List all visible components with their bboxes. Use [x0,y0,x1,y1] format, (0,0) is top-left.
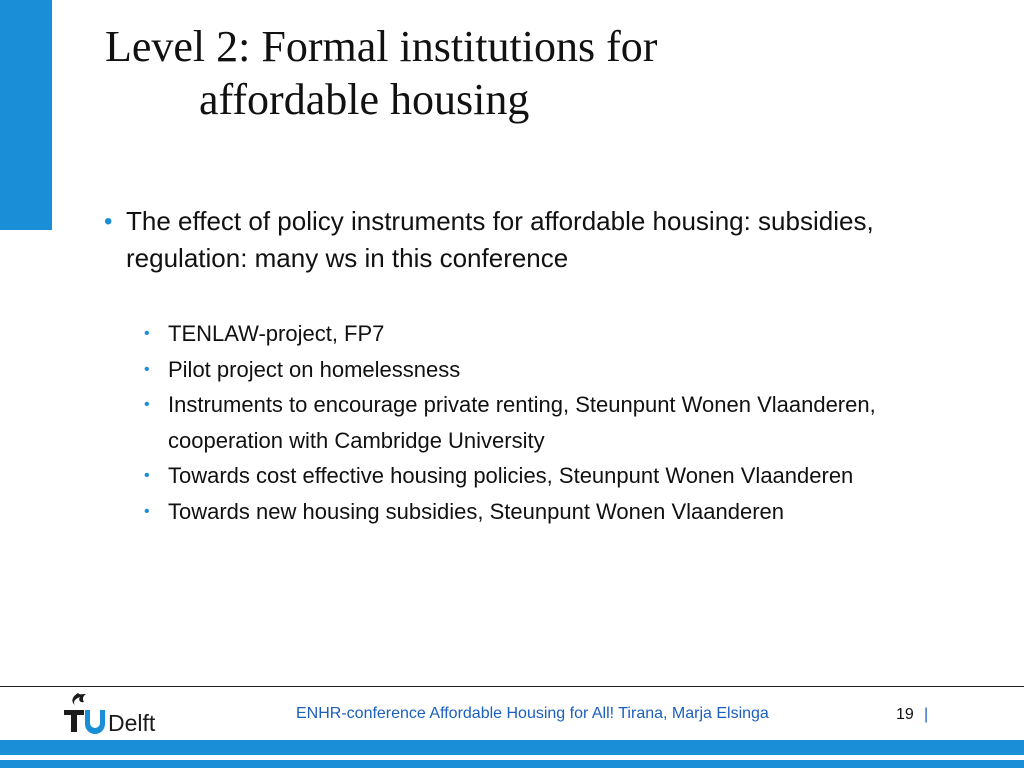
sub-bullet-text: Pilot project on homelessness [168,356,461,382]
bottom-band-lower [0,760,1024,768]
sub-bullet [104,494,984,530]
sub-bullet-list [104,316,984,529]
accent-bar [0,0,52,230]
tudelft-logo [64,690,164,734]
bullet-icon: • [144,360,150,378]
main-bullet-text: The effect of policy instruments for affordable housing: subsidies, regulation: many ws in this conference [126,206,874,273]
sub-bullet [104,458,984,494]
title-line-2: affordable housing [199,75,530,124]
sub-bullet-text: Instruments to encourage private renting, Steunpunt Wonen Vlaanderen, cooperation with Cambridge University [168,392,876,453]
sub-bullet-text: Towards new housing subsidies, Steunpunt Wonen Vlaanderen [168,498,784,524]
bullet-icon: • [104,208,113,235]
sub-bullet-text: TENLAW-project, FP7 [168,321,385,346]
bullet-icon: • [144,502,150,520]
sub-bullet [104,352,984,388]
bullet-icon: • [144,325,150,342]
bottom-band [0,740,1024,755]
bullet-icon: • [144,467,150,484]
bullet-icon: • [144,396,150,413]
svg-text:Delft: Delft [108,710,156,734]
sub-bullet [104,316,984,352]
slide-content [104,203,984,529]
page-number: 19 [896,706,914,723]
footer-divider [0,686,1024,687]
page-separator: | [924,706,929,723]
sub-bullet-text: Towards cost effective housing policies, Steunpunt Wonen Vlaanderen [168,463,854,488]
title-line-1: Level 2: Formal institutions for [105,22,658,71]
slide-title [105,20,985,126]
main-bullet [104,203,984,277]
sub-bullet [104,387,984,458]
footer-caption: ENHR-conference Affordable Housing for All! Tirana, Marja Elsinga [296,705,769,722]
